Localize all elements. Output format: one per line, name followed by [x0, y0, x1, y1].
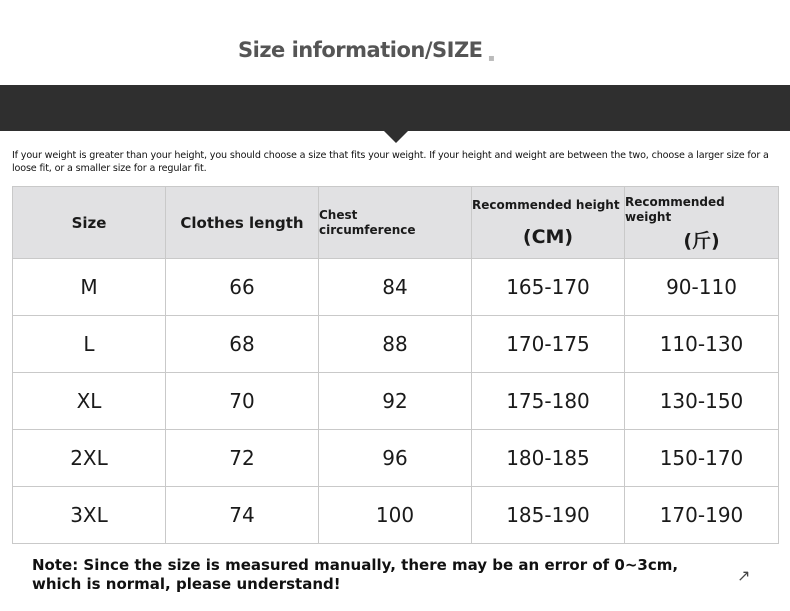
header-weight: [625, 187, 779, 259]
cell-chest: 100: [319, 487, 472, 544]
cell-weight: 150-170: [625, 430, 779, 487]
cell-height: 165-170: [472, 259, 625, 316]
corner-watermark-icon: ↗: [737, 566, 751, 585]
cell-height: 180-185: [472, 430, 625, 487]
cell-height: 170-175: [472, 316, 625, 373]
header-band: [0, 85, 790, 131]
cell-size: 2XL: [13, 430, 166, 487]
size-advice-text: If your weight is greater than your height, you should choose a size that fits your weight. If your height and weight are between the two, choose a larger size for a loose fit, or a smaller size for a regular fit.: [12, 150, 769, 174]
header-height-label: Recommended height: [472, 198, 620, 212]
header-height-unit: (CM): [522, 226, 574, 248]
title-text: Size information/SIZE: [238, 38, 483, 62]
table-row: [13, 430, 779, 487]
cell-chest: 96: [319, 430, 472, 487]
cell-height: 175-180: [472, 373, 625, 430]
cell-weight: 90-110: [625, 259, 779, 316]
cell-size: XL: [13, 373, 166, 430]
table-header-row: [13, 187, 779, 259]
cell-weight: 170-190: [625, 487, 779, 544]
cell-length: 74: [166, 487, 319, 544]
cell-chest: 92: [319, 373, 472, 430]
header-height: [472, 187, 625, 259]
header-chest: [319, 187, 472, 259]
decorative-dot-icon: ▪: [488, 53, 495, 64]
header-weight-unit: (斤): [683, 229, 720, 252]
size-table: [12, 186, 779, 544]
cell-length: 66: [166, 259, 319, 316]
table-row: [13, 373, 779, 430]
table-row: [13, 259, 779, 316]
cell-height: 185-190: [472, 487, 625, 544]
cell-weight: 130-150: [625, 373, 779, 430]
cell-length: 72: [166, 430, 319, 487]
table-row: [13, 316, 779, 373]
cell-chest: 88: [319, 316, 472, 373]
header-size: Size: [13, 187, 166, 259]
cell-length: 68: [166, 316, 319, 373]
page-title: [238, 38, 483, 62]
cell-size: M: [13, 259, 166, 316]
cell-size: 3XL: [13, 487, 166, 544]
table-row: [13, 487, 779, 544]
cell-chest: 84: [319, 259, 472, 316]
cell-weight: 110-130: [625, 316, 779, 373]
cell-length: 70: [166, 373, 319, 430]
header-weight-label: Recommended weight: [625, 194, 725, 224]
cell-size: L: [13, 316, 166, 373]
header-chest-label: Chest circumference: [319, 207, 416, 237]
header-clothes-length: Clothes length: [166, 187, 319, 259]
measurement-note: Note: Since the size is measured manually, there may be an error of 0~3cm, which is normal, please understand!: [32, 556, 679, 593]
down-arrow-icon: [384, 131, 408, 143]
